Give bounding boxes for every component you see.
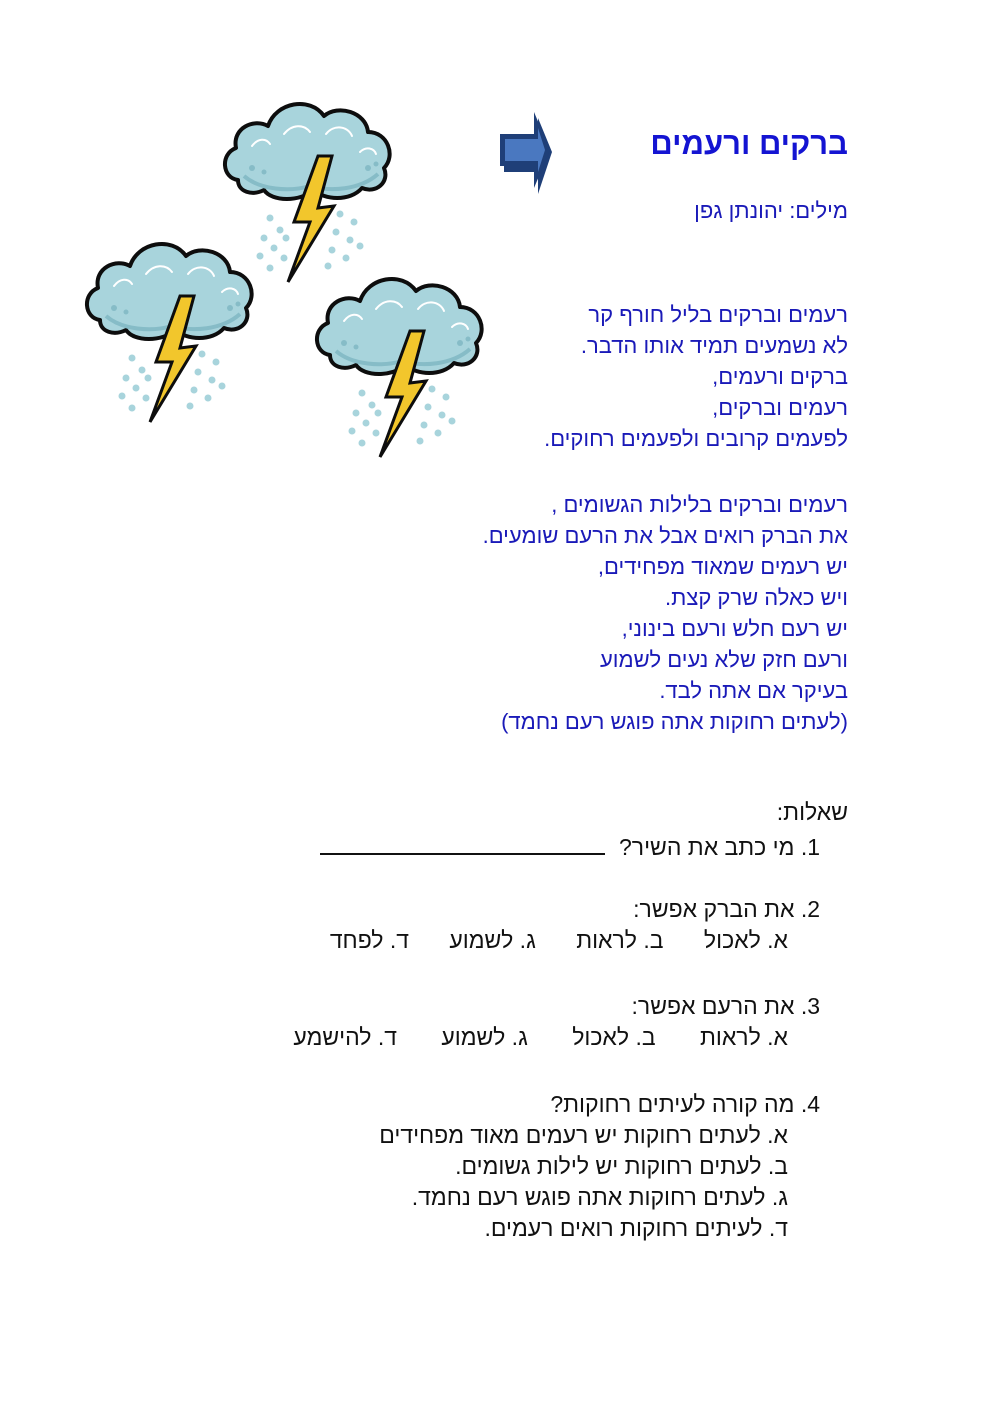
- option-d[interactable]: ד. להישמע: [293, 1024, 397, 1050]
- options-list: [379, 1120, 788, 1244]
- option-c[interactable]: ג. לשמוע: [449, 927, 536, 953]
- page-title: ברקים ורעמים: [650, 126, 848, 161]
- question-3: [255, 991, 820, 1053]
- poem-line: ברקים ורעמים,: [712, 364, 848, 389]
- question-1: [320, 831, 820, 863]
- option-b[interactable]: ב. לאכול: [572, 1024, 656, 1050]
- question-text: מה קורה לעיתים רחוקות?: [550, 1091, 795, 1117]
- poem-line: (לעתים רחוקות אתה פוגש רעם נחמד): [501, 709, 848, 734]
- option-b[interactable]: ב. לעתים רחוקות יש לילות גשומים.: [455, 1153, 788, 1179]
- poem-line: לפעמים קרובים ולפעמים רחוקים.: [544, 426, 848, 451]
- answer-blank[interactable]: [320, 831, 605, 855]
- option-a[interactable]: א. לעתים רחוקות יש רעמים מאוד מפחידים: [379, 1122, 788, 1148]
- option-d[interactable]: ד. לפחד: [329, 927, 409, 953]
- poem-line: לא נשמעים תמיד אותו הדבר.: [580, 333, 848, 358]
- question-4: [379, 1089, 820, 1244]
- questions-heading: שאלות:: [776, 799, 848, 825]
- options-row: [296, 925, 788, 956]
- options-row: [255, 1022, 788, 1053]
- option-b[interactable]: ב. לראות: [576, 927, 664, 953]
- question-number: 1.: [800, 834, 820, 860]
- option-a[interactable]: א. לראות: [699, 1024, 788, 1050]
- poem-line: ויש כאלה שרק קצת.: [665, 585, 848, 610]
- poem-stanza-2: [483, 489, 848, 737]
- arrow-right-icon: [500, 112, 552, 194]
- poem-line: רעמים וברקים בלילות הגשומים ,: [551, 492, 848, 517]
- storm-cloud-icon: [317, 279, 482, 457]
- storm-cloud-icon: [225, 104, 390, 282]
- question-number: 2.: [800, 896, 820, 922]
- poem-line: יש רעם חלש ורעם בינוני,: [621, 616, 848, 641]
- poem-line: רעמים וברקים בליל חורף קר: [588, 302, 848, 327]
- question-text: מי כתב את השיר?: [619, 834, 795, 860]
- storm-cloud-icon: [87, 244, 252, 422]
- poem-line: ורעם חזק שלא נעים לשמוע: [600, 647, 848, 672]
- option-a[interactable]: א. לאכול: [703, 927, 788, 953]
- question-text: את הברק אפשר:: [633, 896, 795, 922]
- question-2: [296, 894, 820, 956]
- option-c[interactable]: ג. לשמוע: [441, 1024, 528, 1050]
- question-text: את הרעם אפשר:: [631, 993, 795, 1019]
- poem-line: יש רעמים שמאוד מפחידים,: [597, 554, 848, 579]
- poem-stanza-1: [544, 299, 848, 454]
- storm-clouds-illustration: [0, 0, 1000, 470]
- poem-line: את הברק רואים אבל את הרעם שומעים.: [482, 523, 848, 548]
- question-number: 4.: [800, 1091, 820, 1117]
- question-number: 3.: [800, 993, 820, 1019]
- option-c[interactable]: ג. לעתים רחוקות אתה פוגש רעם נחמד.: [411, 1184, 788, 1210]
- poem-line: בעיקר אם אתה לבד.: [659, 678, 848, 703]
- option-d[interactable]: ד. לעיתים רחוקות רואים רעמים.: [484, 1215, 788, 1241]
- poem-line: רעמים וברקים,: [712, 395, 848, 420]
- author-credit: מילים: יהונתן גפן: [694, 198, 848, 223]
